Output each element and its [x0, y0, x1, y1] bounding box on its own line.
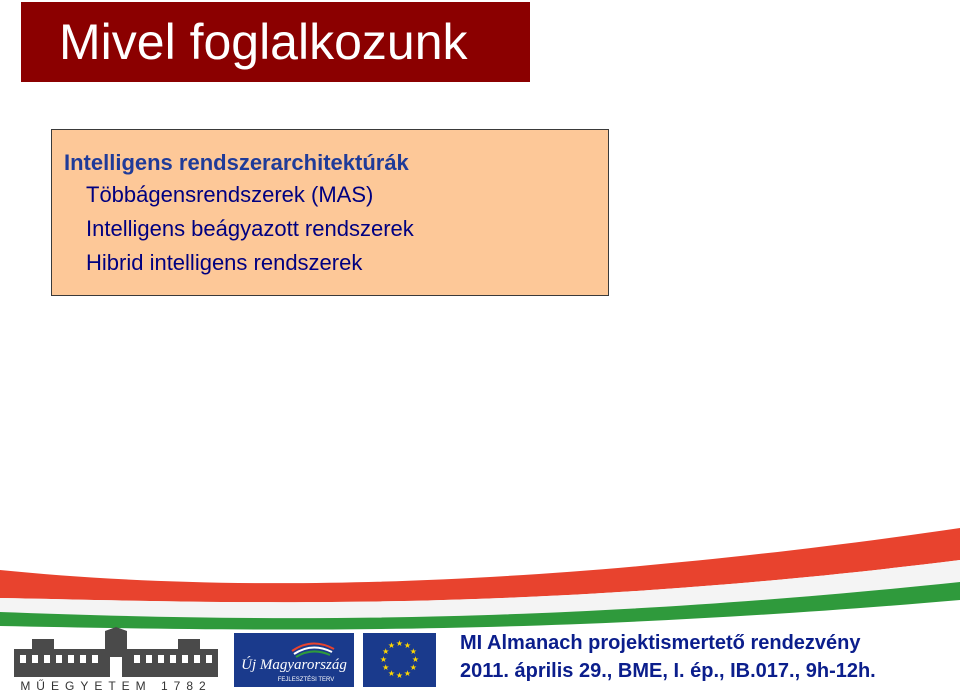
- event-title: MI Almanach projektismertető rendezvény: [460, 632, 861, 654]
- content-box: [51, 129, 609, 296]
- uj-magyarorszag-subtext: FEJLESZTÉSI TERV: [277, 677, 335, 683]
- box-heading: Intelligens rendszerarchitektúrák: [64, 150, 409, 175]
- svg-text:★: ★: [382, 647, 390, 656]
- svg-text:★: ★: [395, 671, 404, 680]
- svg-text:★: ★: [387, 641, 396, 650]
- topic-item: Intelligens beágyazott rendszerek: [86, 216, 414, 241]
- topic-item: Hibrid intelligens rendszerek: [86, 250, 363, 275]
- slide-title: Mivel foglalkozunk: [59, 14, 468, 70]
- hungarian-flag-ribbon: [0, 520, 960, 630]
- topic-list: [64, 178, 608, 280]
- svg-text:★: ★: [403, 669, 412, 678]
- uj-magyarorszag-logo: [234, 633, 354, 687]
- topic-item: Többágensrendszerek (MAS): [86, 182, 374, 207]
- uj-magyarorszag-text: Új Magyarország: [241, 657, 347, 673]
- event-details: 2011. április 29., BME, I. ép., IB.017., 9h-12h.: [460, 660, 876, 682]
- bme-logo: [10, 627, 222, 692]
- svg-text:★: ★: [403, 641, 412, 650]
- svg-text:★: ★: [409, 663, 417, 672]
- title-bar: [21, 2, 530, 82]
- svg-text:★: ★: [411, 655, 420, 664]
- svg-text:★: ★: [387, 669, 396, 678]
- svg-text:★: ★: [409, 647, 417, 656]
- bme-logo-text: MŰEGYETEM 1782: [20, 679, 212, 692]
- svg-text:★: ★: [379, 655, 388, 664]
- svg-text:★: ★: [395, 639, 404, 648]
- svg-text:★: ★: [382, 663, 390, 672]
- event-info: [460, 629, 876, 685]
- eu-flag-icon: [363, 633, 436, 687]
